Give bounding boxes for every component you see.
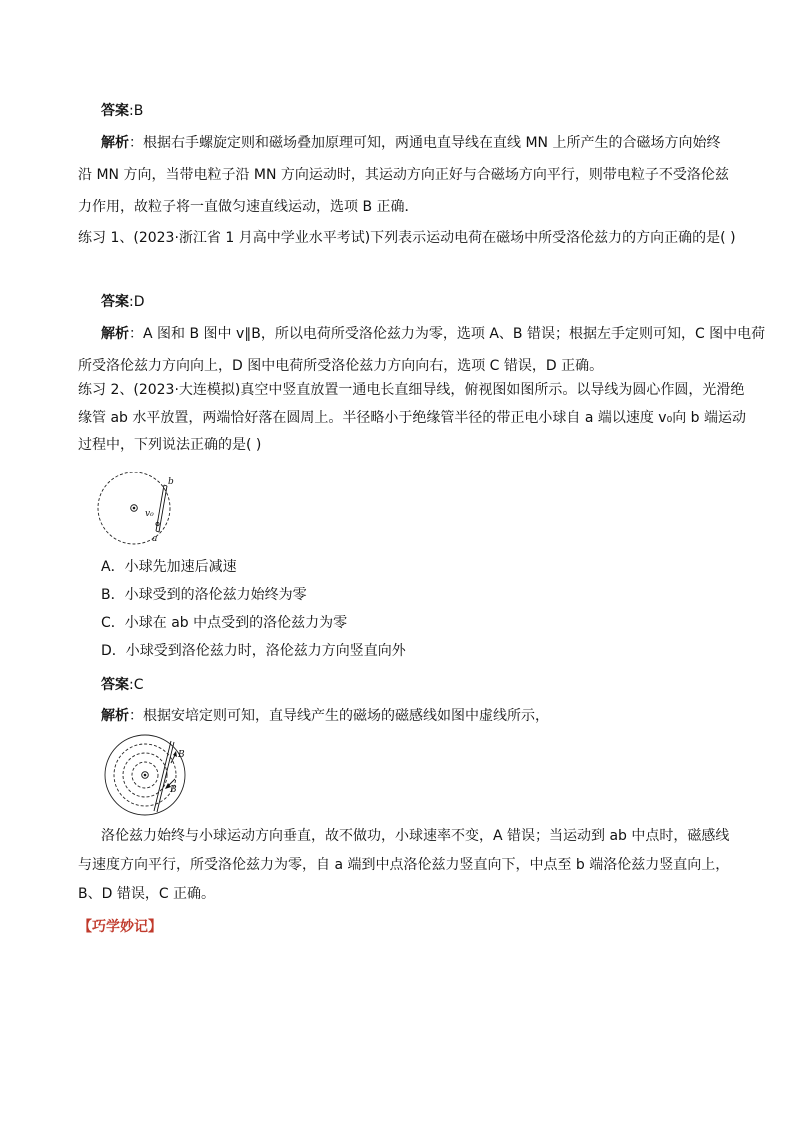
tip-heading: 【巧学妙记】: [78, 919, 162, 935]
analysis-label: 解析: [101, 135, 129, 151]
label-b-upper: B: [178, 750, 185, 760]
analysis-line-3-3: 与速度方向平行，所受洛伦兹力为零，自 a 端到中点洛伦兹力竖直向下，中点至 b 端洛伦兹力竖直向上，: [78, 857, 730, 873]
tube: [154, 741, 174, 812]
analysis-line-3-1: [101, 706, 549, 726]
analysis-line-2-2: 所受洛伦兹力方向向上，D 图中电荷所受洛伦兹力方向向右，选项 C 错误，D 正确。: [78, 358, 604, 374]
option-c: C．小球在 ab 中点受到的洛伦兹力为零: [101, 615, 348, 631]
label-b-lower: B: [170, 785, 177, 795]
option-b: B．小球受到的洛伦兹力始终为零: [101, 587, 307, 603]
wire-dot-icon: [144, 774, 147, 777]
label-a: a: [152, 534, 158, 544]
analysis-text: ：根据安培定则可知，直导线产生的磁场的磁感线如图中虚线所示，: [129, 708, 549, 724]
arrow-b-upper: [171, 751, 177, 763]
label-v0: v₀: [145, 509, 154, 519]
answer-line-3: [101, 675, 144, 695]
label-b: b: [168, 477, 174, 487]
answer-value: :C: [129, 677, 144, 693]
exercise-1-question: 练习 1、(2023·浙江省 1 月高中学业水平考试)下列表示运动电荷在磁场中所受洛伦兹力的方向正确的是( ): [78, 230, 736, 246]
analysis-line-2-1: [101, 324, 765, 344]
wire-dot-icon: [133, 507, 136, 510]
answer-value: :D: [129, 294, 145, 310]
answer-line-2: [101, 292, 145, 312]
exercise-2-line-1: 练习 2、(2023·大连模拟)真空中竖直放置一通电长直细导线，俯视图如图所示。以导线为圆心作圆，光滑绝: [78, 382, 745, 398]
answer-label: 答案: [101, 294, 129, 310]
exercise-2-line-3: 过程中，下列说法正确的是( ): [78, 437, 262, 453]
analysis-text: ：根据右手螺旋定则和磁场叠加原理可知，两通电直导线在直线 MN 上所产生的合磁场方向始终: [129, 135, 721, 151]
exercise-2-line-2: 缘管 ab 水平放置，两端恰好落在圆周上。半径略小于绝缘管半径的带正电小球自 a 端以速度 v₀向 b 端运动: [78, 410, 746, 426]
answer-value: :B: [129, 103, 144, 119]
option-a: A．小球先加速后减速: [101, 559, 237, 575]
field-lines-diagram: [101, 734, 193, 818]
analysis-text: ：A 图和 B 图中 v∥B，所以电荷所受洛伦兹力为零，选项 A、B 错误；根据左手定则可知，C 图中电荷: [129, 326, 766, 342]
option-d: D．小球受到洛伦兹力时，洛伦兹力方向竖直向外: [101, 643, 406, 659]
analysis-label: 解析: [101, 708, 129, 724]
answer-label: 答案: [101, 103, 129, 119]
analysis-line-3-2: 洛伦兹力始终与小球运动方向垂直，故不做功，小球速率不变，A 错误；当运动到 ab 中点时，磁感线: [101, 828, 730, 844]
wire-tube-diagram: [96, 472, 186, 548]
analysis-line-1-3: 力作用，故粒子将一直做匀速直线运动，选项 B 正确．: [78, 199, 419, 215]
analysis-line-1-1: [101, 133, 720, 153]
analysis-label: 解析: [101, 326, 129, 342]
answer-line-1: [101, 101, 143, 121]
answer-label: 答案: [101, 677, 129, 693]
analysis-line-1-2: 沿 MN 方向，当带电粒子沿 MN 方向运动时，其运动方向正好与合磁场方向平行，则带电粒子不受洛伦兹: [78, 167, 729, 183]
analysis-line-3-4: B、D 错误，C 正确。: [78, 886, 216, 902]
